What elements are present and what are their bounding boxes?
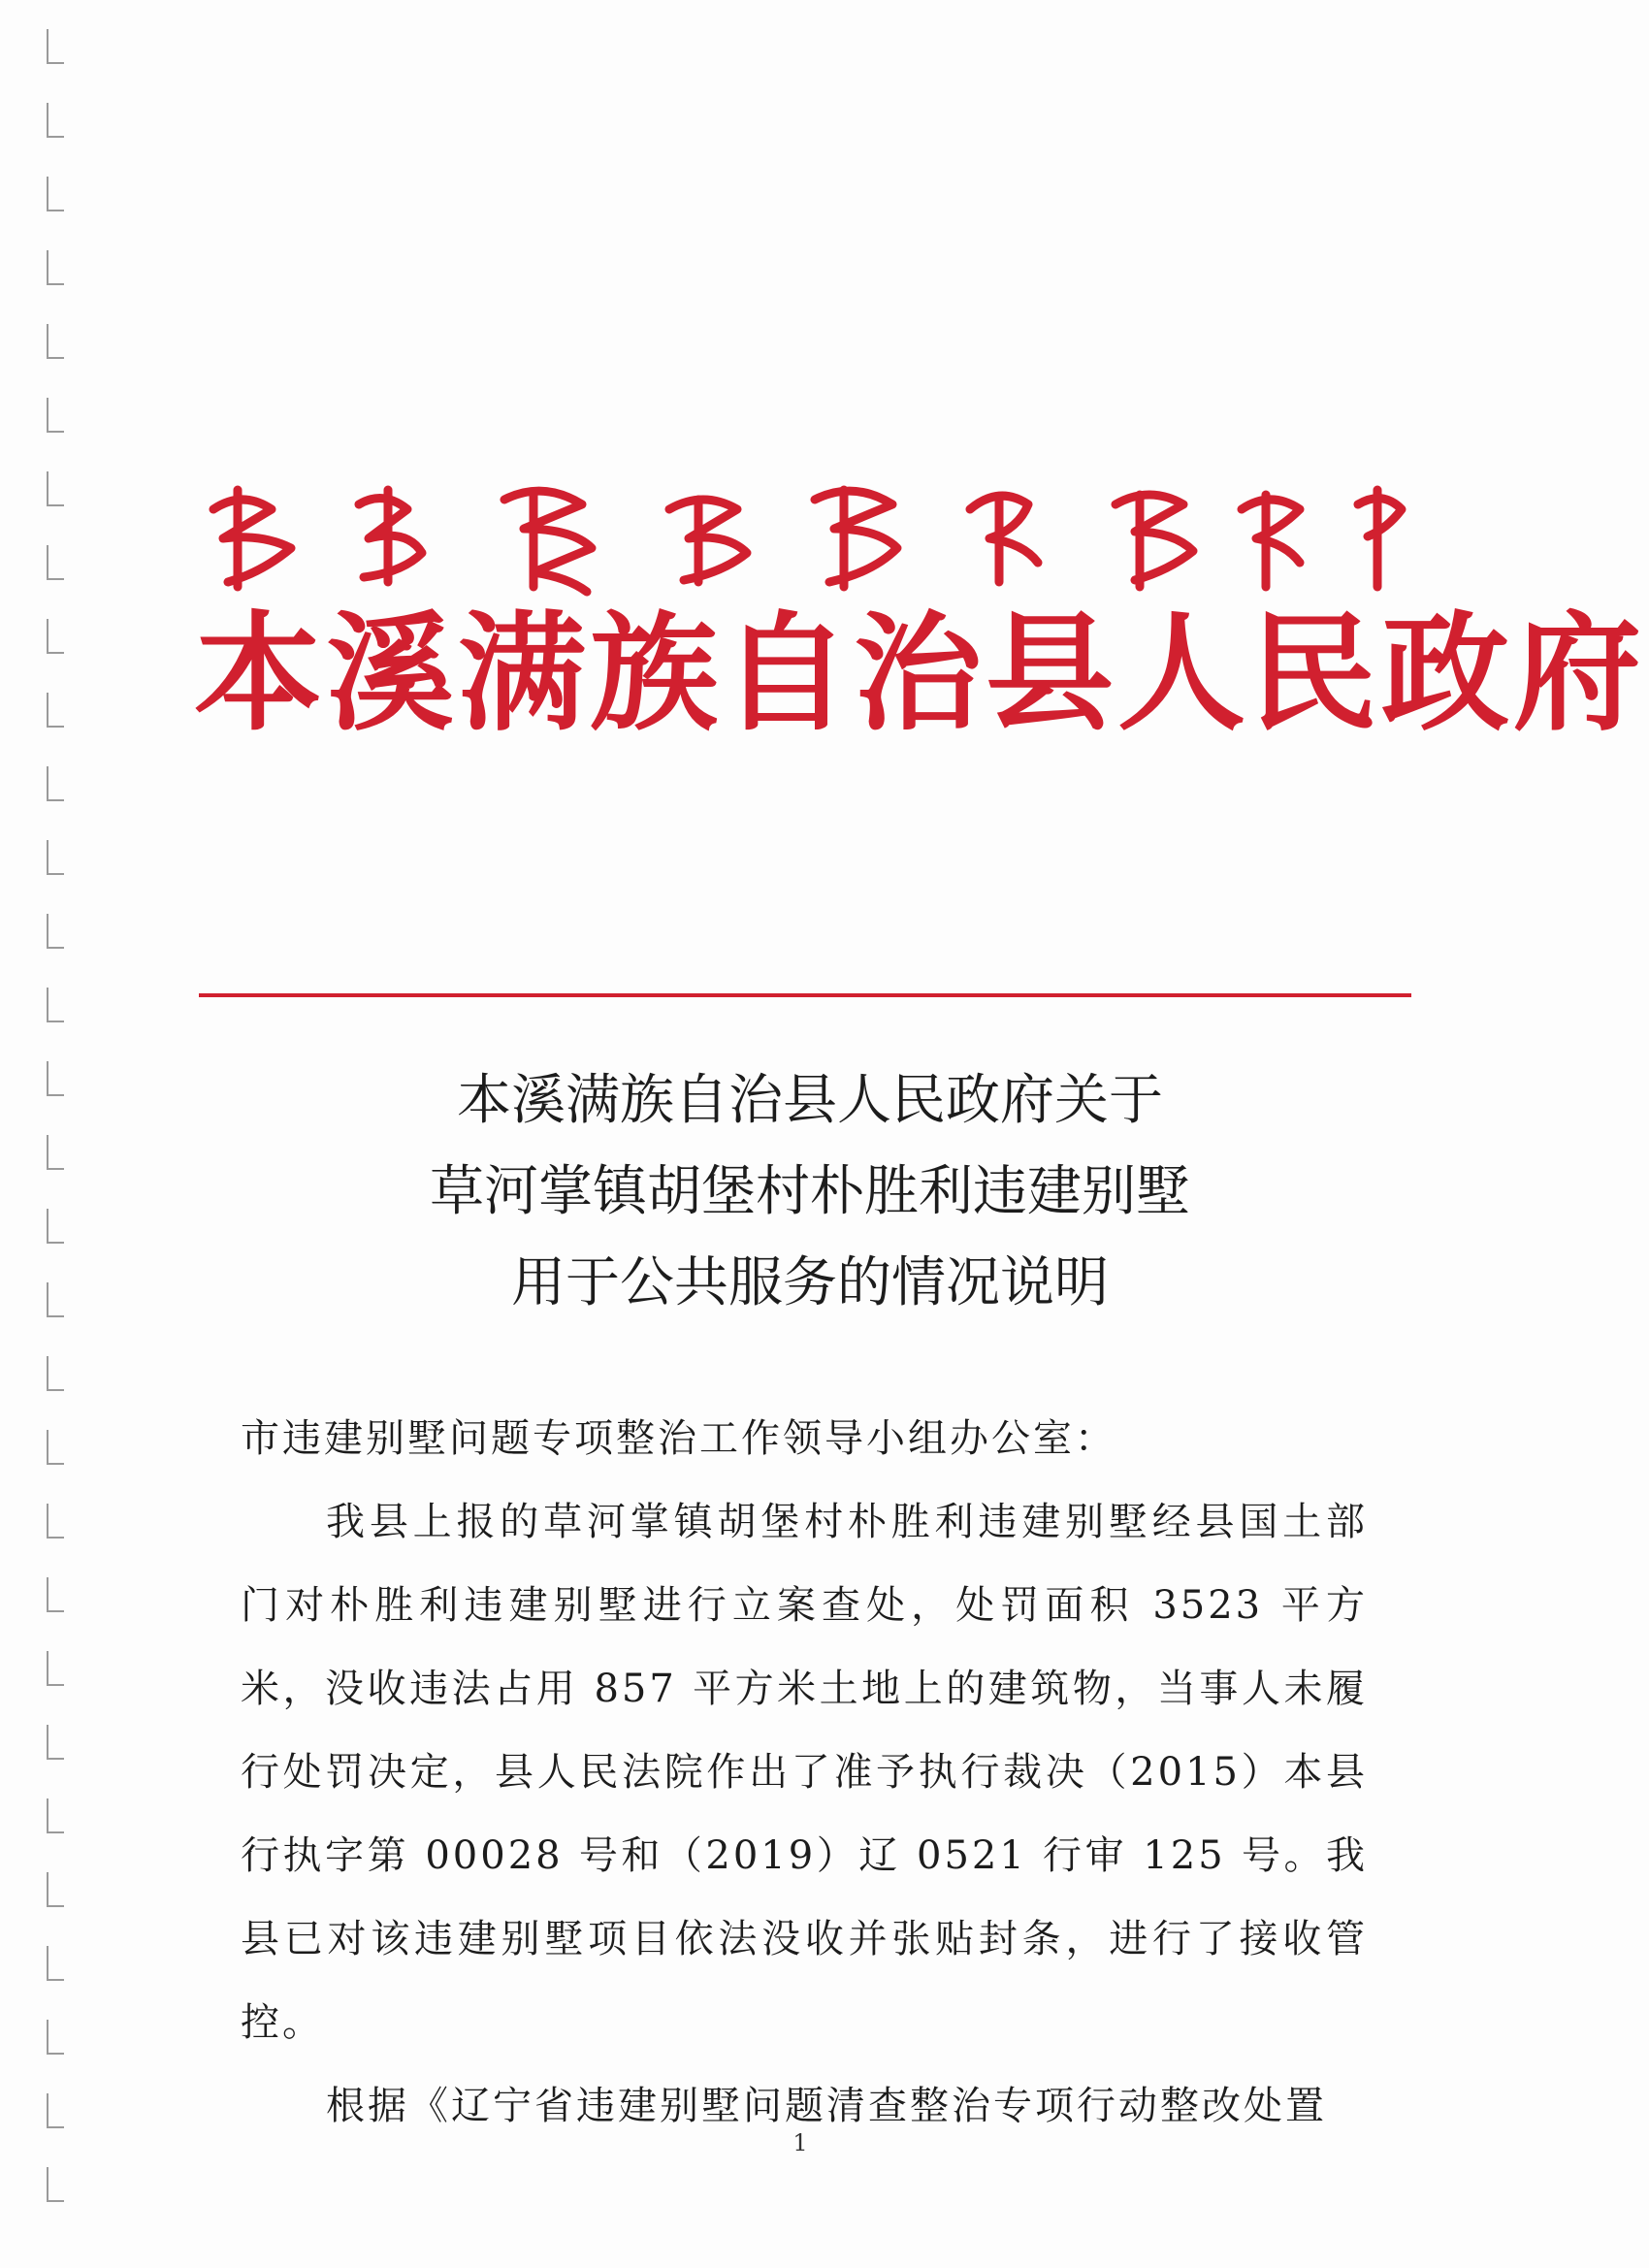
binding-bracket-mark bbox=[47, 250, 64, 285]
body-paragraph-1: 我县上报的草河掌镇胡堡村朴胜利违建别墅经县国土部门对朴胜利违建别墅进行立案查处，处罚面积 3523 平方米，没收违法占用 857 平方米土地上的建筑物，当事人未履行处罚决定，县人民法院作出了准予执行裁决（2015）本县行执字第 00028 号和（2019）辽 0521 行审 125 号。我县已对该违建别墅项目依法没收并张贴封条，进行了接收管控。 bbox=[241, 1500, 1368, 2045]
binding-bracket-mark bbox=[47, 2093, 64, 2128]
binding-bracket-mark bbox=[47, 324, 64, 359]
binding-bracket-mark bbox=[47, 619, 64, 654]
document-title-line-3: 用于公共服务的情况说明 bbox=[511, 1251, 1109, 1314]
binding-bracket-mark bbox=[47, 1209, 64, 1244]
binding-bracket-mark bbox=[47, 1135, 64, 1170]
binding-bracket-mark bbox=[47, 398, 64, 433]
binding-bracket-mark bbox=[47, 914, 64, 949]
binding-bracket-mark bbox=[47, 1798, 64, 1833]
binding-bracket-mark bbox=[47, 988, 64, 1022]
binding-bracket-mark bbox=[47, 1651, 64, 1686]
binding-bracket-mark bbox=[47, 103, 64, 138]
binding-bracket-mark bbox=[47, 2020, 64, 2055]
binding-bracket-mark bbox=[47, 693, 64, 728]
red-divider-rule bbox=[199, 993, 1411, 997]
manchu-script-letterhead bbox=[194, 470, 1426, 597]
binding-margin-marks bbox=[47, 29, 76, 2251]
document-body bbox=[241, 1397, 1368, 2148]
page-number: 1 bbox=[792, 2129, 808, 2156]
document-title-line-2: 草河掌镇胡堡村朴胜利违建别墅 bbox=[430, 1160, 1190, 1223]
body-paragraph-2: 根据《辽宁省违建别墅问题清查整治专项行动整改处置 bbox=[326, 2084, 1327, 2128]
binding-bracket-mark bbox=[47, 545, 64, 580]
binding-bracket-mark bbox=[47, 177, 64, 211]
document-title-line-1: 本溪满族自治县人民政府关于 bbox=[457, 1069, 1163, 1132]
binding-bracket-mark bbox=[47, 1430, 64, 1465]
binding-bracket-mark bbox=[47, 1577, 64, 1612]
binding-bracket-mark bbox=[47, 766, 64, 801]
manchu-script-glyphs bbox=[194, 470, 1426, 597]
binding-bracket-mark bbox=[47, 1504, 64, 1539]
binding-bracket-mark bbox=[47, 1061, 64, 1096]
binding-bracket-mark bbox=[47, 1725, 64, 1760]
salutation: 市违建别墅问题专项整治工作领导小组办公室： bbox=[241, 1416, 1116, 1461]
binding-bracket-mark bbox=[47, 1356, 64, 1391]
binding-bracket-mark bbox=[47, 840, 64, 875]
binding-bracket-mark bbox=[47, 1282, 64, 1317]
binding-bracket-mark bbox=[47, 2167, 64, 2202]
binding-bracket-mark bbox=[47, 471, 64, 506]
binding-bracket-mark bbox=[47, 1872, 64, 1907]
binding-bracket-mark bbox=[47, 29, 64, 64]
issuing-authority-title: 本溪满族自治县人民政府 bbox=[194, 599, 1645, 749]
binding-bracket-mark bbox=[47, 1946, 64, 1981]
document-title bbox=[194, 1055, 1426, 1329]
